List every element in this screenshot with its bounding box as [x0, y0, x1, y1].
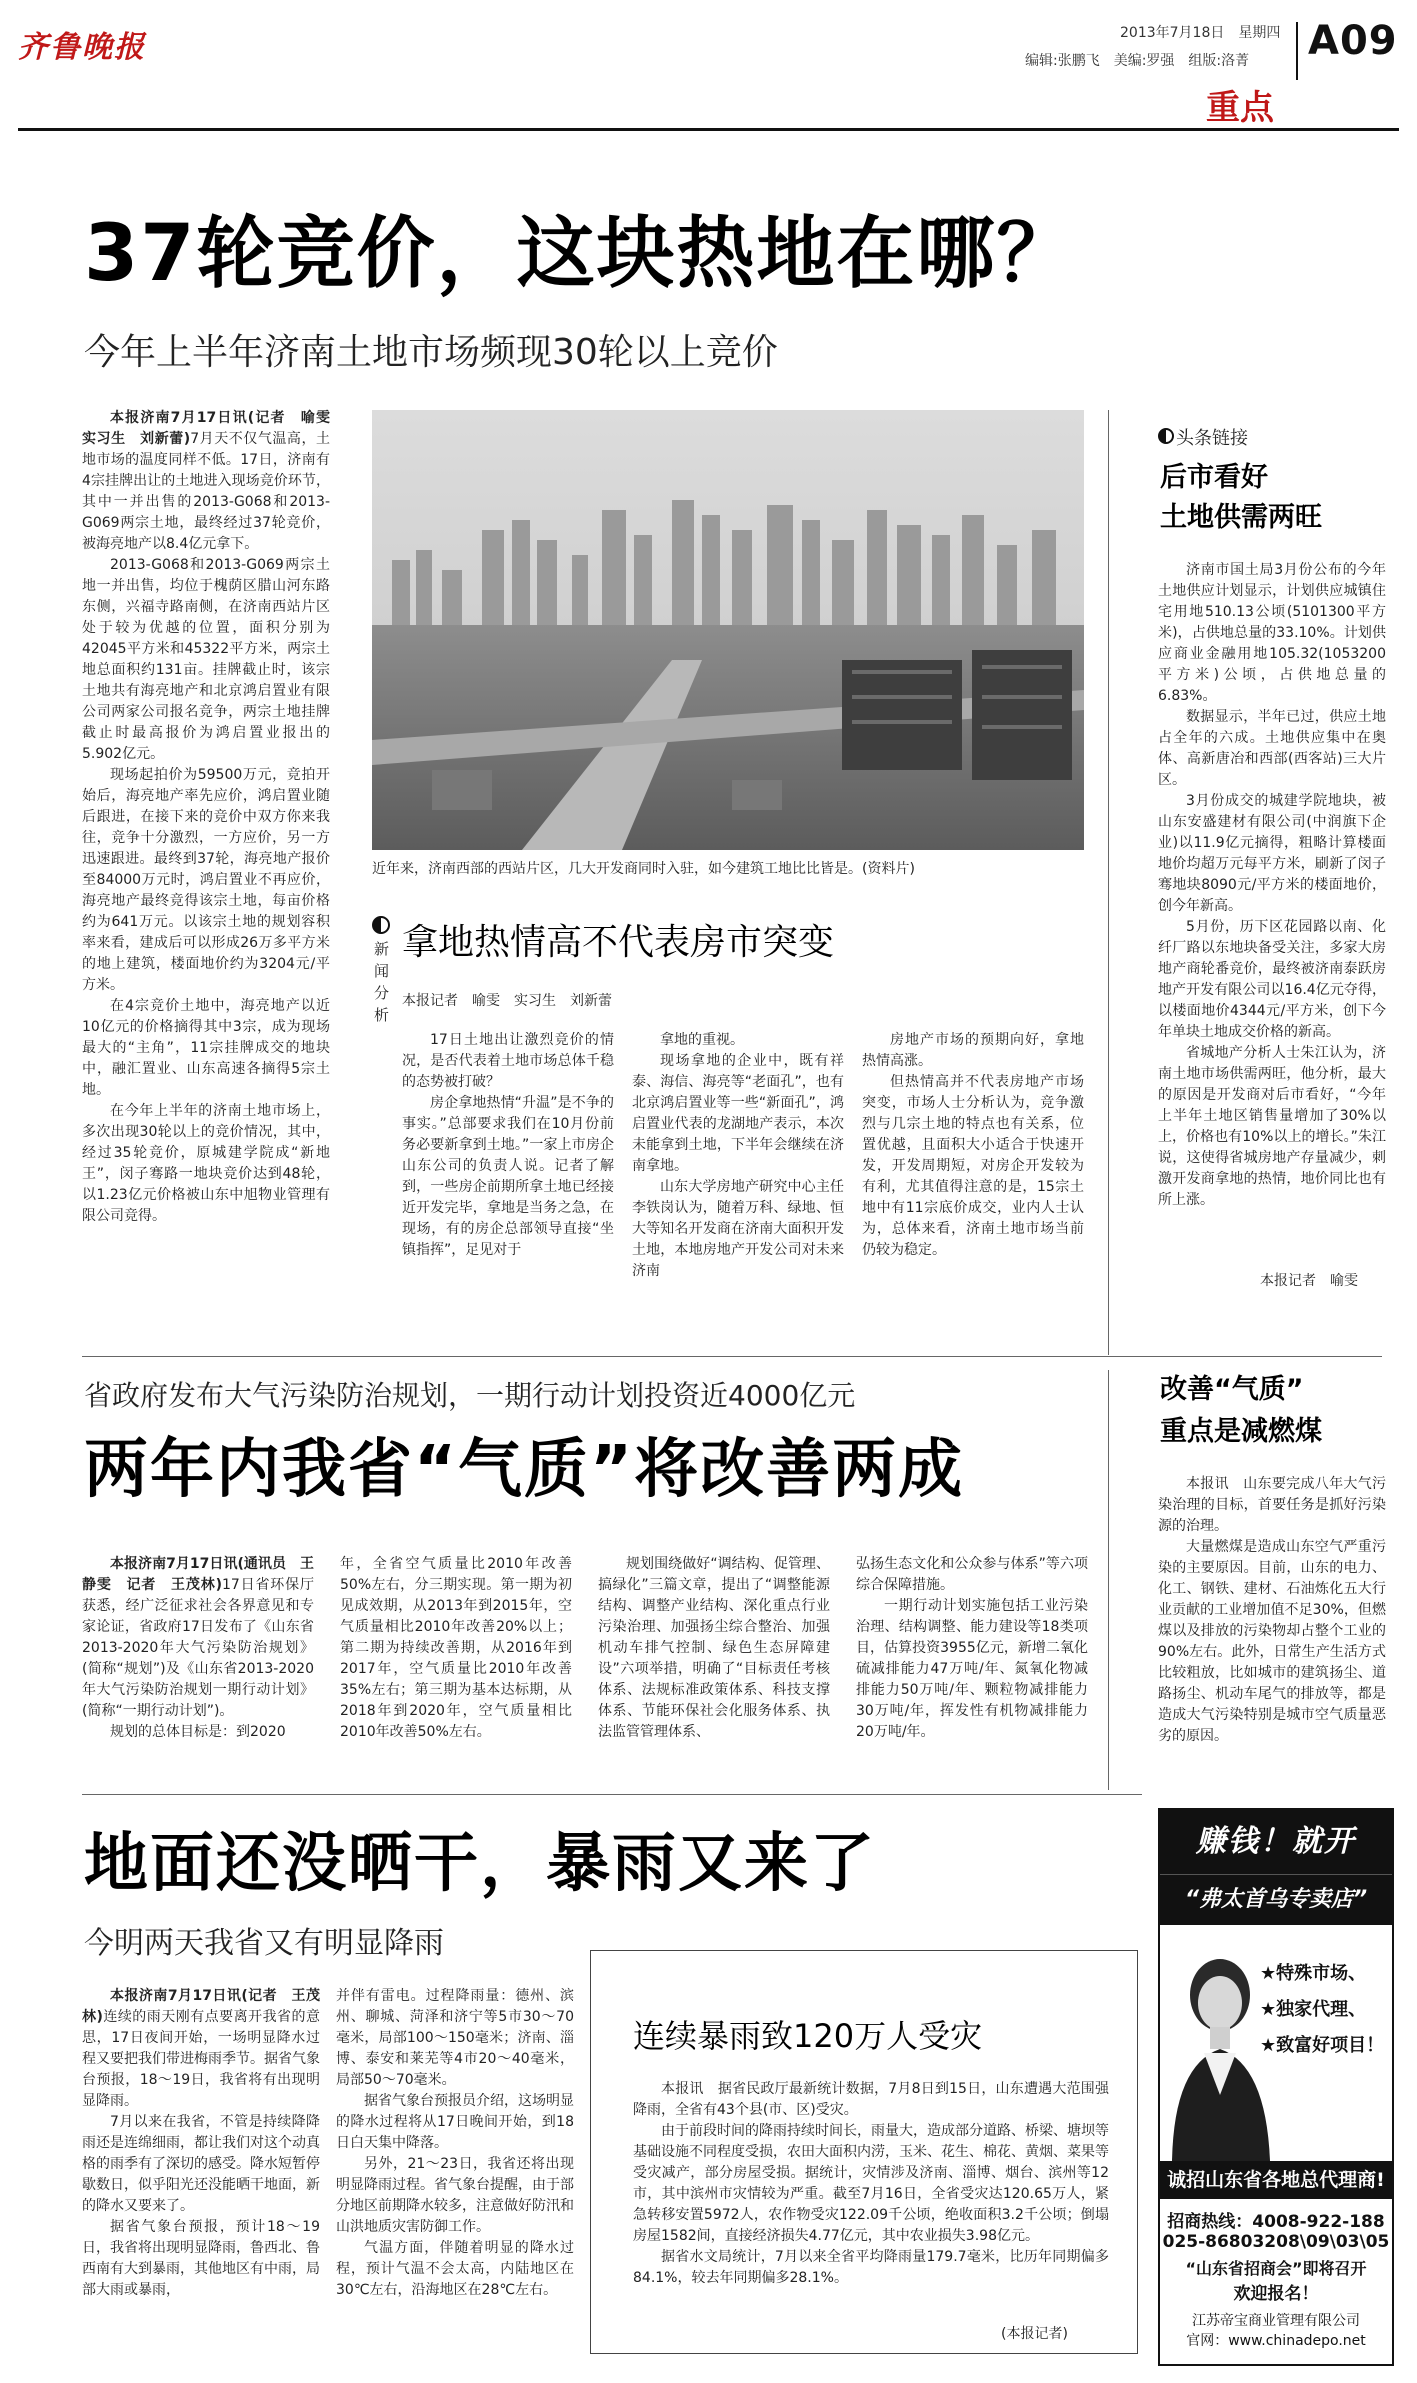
story2-paragraph: 一期行动计划实施包括工业污染治理、结构调整、能力建设等18类项目，估算投资3955亿元，新增二氧化硫减排能力47万吨/年、氮氧化物减排能力50万吨/年、颗粒物减排能力30万吨/年，挥发性有机物减排能力20万吨/年。	[856, 1598, 1088, 1740]
story3-paragraph: 另外，21～23日，我省还将出现明显降雨过程。省气象台提醒，由于部分地区前期降水较多，注意做好防汛和山洪地质灾害防御工作。	[336, 2156, 574, 2235]
flood-paragraph: 据省水文局统计，7月以来全省平均降雨量179.7毫米，比历年同期偏多84.1%，较去年同期偏多28.1%。	[633, 2249, 1109, 2286]
section-rule-1	[82, 1356, 1382, 1357]
story2-headline: 两年内我省“气质”将改善两成	[84, 1433, 965, 1507]
ad-hotline-1: 招商热线：4008-922-188	[1167, 2212, 1385, 2232]
masthead-logo: 齐鲁晚报	[18, 30, 146, 65]
analysis-paragraph: 但热情高并不代表房地产市场突变，市场人士分析认为，竞争激烈与几宗土地的特点也有关系，位置优越，且面积大小适合于快速开发，开发周期短，对房企开发较为有利，尤其值得注意的是，15宗土地中有11宗底价成交，业内人士认为，总体来看，济南土地市场当前仍较为稳定。	[862, 1074, 1084, 1258]
story3-col-1	[82, 1986, 320, 2336]
sidebar1-tag: 头条链接	[1176, 428, 1248, 449]
masthead-rule	[18, 128, 1399, 131]
sidebar2-paragraph: 本报讯 山东要完成八年大气污染治理的目标，首要任务是抓好污染源的治理。	[1158, 1476, 1386, 1534]
story1-lead: 7月天不仅气温高，土地市场的温度同样不低。17日，济南有4宗挂牌出让的土地进入现场竞价环节，其中一并出售的2013-G068和2013-G069两宗土地，最终经过37轮竞价，被海亮地产以8.4亿元拿下。	[82, 431, 330, 552]
analysis-paragraph: 山东大学房地产研究中心主任李铁岗认为，随着万科、绿地、恒大等知名开发商在济南大面积开发土地，本地房地产开发公司对未来济南	[632, 1179, 844, 1279]
story3-col-2	[336, 1986, 574, 2336]
flood-paragraph: 由于前段时间的降雨持续时间长，雨量大，造成部分道路、桥梁、塘坝等基础设施不同程度受损，农田大面积内涝，玉米、花生、棉花、黄烟、菜果等受灾减产，部分房屋受损。据统计，灾情涉及济南、淄博、烟台、滨州等12市，其中滨州市灾情较为严重。截至7月16日，全省受灾达120.65万人，紧急转移安置5972人，农作物受灾122.09千公顷，绝收面积3.2千公顷；倒塌房屋1582间，直接经济损失4.77亿元，其中农业损失3.98亿元。	[633, 2123, 1109, 2244]
analysis-col-1	[402, 1030, 614, 1330]
ad-bullet: ★致富好项目！	[1260, 2035, 1385, 2056]
ad-hotline-2: 025-86803208\09\03\05	[1162, 2232, 1390, 2252]
analysis-paragraph: 房地产市场的预期向好，拿地热情高涨。	[862, 1032, 1084, 1069]
flood-headline: 连续暴雨致120万人受灾	[633, 2017, 983, 2055]
story3-lead: 连续的雨天刚有点要离开我省的意思，17日夜间开始，一场明显降水过程又要把我们带进梅雨季节。据省气象台预报，18～19日，我省将有出现明显降雨。	[82, 2009, 320, 2109]
analysis-paragraph: 现场拿地的企业中，既有祥泰、海信、海亮等“老面孔”，也有北京鸿启置业等一些“新面孔”，鸿启置业代表的龙湖地产表示，本次未能拿到土地，下半年会继续在济南拿地。	[632, 1053, 844, 1174]
analysis-headline: 拿地热情高不代表房市突变	[402, 922, 835, 963]
ad-bullet: ★独家代理、	[1260, 1999, 1367, 2020]
story2-col-4	[856, 1554, 1088, 1784]
analysis-col-3	[862, 1030, 1084, 1330]
story1-photo-caption: 近年来，济南西部的西站片区，几大开发商同时入驻，如今建筑工地比比皆是。(资料片)	[372, 861, 915, 877]
flood-paragraph: 本报讯 据省民政厅最新统计数据，7月8日到15日，山东遭遇大范围强降雨，全省有43个县(市、区)受灾。	[633, 2081, 1109, 2118]
sidebar1-divider	[1108, 410, 1109, 1355]
story1-paragraph: 在4宗竞价土地中，海亮地产以近10亿元的价格摘得其中3宗，成为现场最大的“主角”，11宗挂牌成交的地块中，融汇置业、山东高速各摘得5宗土地。	[82, 998, 330, 1098]
story2-col-1	[82, 1554, 314, 1784]
analysis-paragraph: 17日土地出让激烈竞价的情况，是否代表着土地市场总体千稳的态势被打破？	[402, 1032, 614, 1090]
sidebar2-body	[1158, 1474, 1386, 1794]
analysis-paragraph: 拿地的重视。	[660, 1032, 744, 1048]
page-number: A09	[1308, 18, 1398, 64]
section-rule-2	[82, 1794, 1142, 1795]
analysis-paragraph: 房企拿地热情“升温”是不争的事实。”总部要求我们在10月份前务必要新拿到土地。”一家上市房企山东公司的负责人说。记者了解到，一些房企前期所拿土地已经接近开发完毕，拿地是当务之急，在现场，有的房企总部领导直接“坐镇指挥”，足见对于	[402, 1095, 614, 1258]
story2-col-2	[340, 1554, 572, 1784]
sidebar1-paragraph: 3月份成交的城建学院地块，被山东安盛建材有限公司(中润旗下企业)以11.9亿元摘得，粗略计算楼面地价均超万元每平方米，刷新了闵子骞地块8090元/平方米的楼面地价，创今年新高。	[1158, 793, 1386, 914]
story3-paragraph: 气温方面，伴随着明显的降水过程，预计气温不会太高，内陆地区在30℃左右，沿海地区在28℃左右。	[336, 2240, 574, 2298]
analysis-col-2	[632, 1030, 844, 1330]
ad-title: 赚钱！就开	[1160, 1810, 1392, 1874]
ad-website-link[interactable]: 官网：www.chinadepo.net	[1186, 2333, 1366, 2349]
story1-body	[82, 408, 344, 1368]
story1-lead-credit: 本报济南7月17日讯(记者 喻雯 实习生 刘新蕾)	[82, 410, 344, 447]
story2-col-3	[598, 1554, 830, 1784]
story2-paragraph: 弘扬生态文化和公众参与体系”等六项综合保障措施。	[856, 1556, 1088, 1593]
flood-box	[590, 1950, 1138, 2354]
story2-paragraph: 规划围绕做好“调结构、促管理、搞绿化”三篇文章，提出了“调整能源结构、调整产业结构、深化重点行业污染治理、加强扬尘综合整治、加强机动车排气控制、绿色生态屏障建设”六项举措，明确了“目标责任考核体系、法规标准政策体系、科技支撑体系、节能环保社会化服务体系、执法监管管理体系、	[598, 1556, 830, 1740]
sidebar1-paragraph: 5月份，历下区花园路以南、化纤厂路以东地块备受关注，多家大房地产商轮番竞价，最终被济南泰跃房地产开发有限公司以16.4亿元夺得，以楼面地价4344元/平方米，创下今年单块土地成交价格的新高。	[1158, 919, 1386, 1040]
ad-welcome: 欢迎报名！	[1233, 2284, 1319, 2304]
date-line: 2013年7月18日 星期四	[1120, 25, 1281, 41]
story2-paragraph: 规划的总体目标是：到2020	[110, 1724, 286, 1740]
flood-sign: (本报记者)	[1001, 2326, 1068, 2342]
sidebar2-headline-2: 重点是减燃煤	[1160, 1416, 1322, 1447]
sidebar2-paragraph: 大量燃煤是造成山东空气严重污染的主要原因。目前，山东的电力、化工、钢铁、建材、石油炼化五大行业贡献的工业增加值不足30%，但燃煤以及排放的污染物却占整个工业的90%左右。此外，日常生产生活方式比较粗放，比如城市的建筑扬尘、道路扬尘、机动车尾气的排放等，都是造成大气污染特别是城市空气质量恶劣的原因。	[1158, 1539, 1386, 1744]
ad-store-name: “弗太首乌专卖店”	[1160, 1874, 1392, 1925]
story3-paragraph: 据省气象台预报，预计18～19日，我省将出现明显降雨，鲁西北、鲁西南有大到暴雨，其他地区有中雨，局部大雨或暴雨，	[82, 2219, 320, 2298]
sidebar1-paragraph: 数据显示，半年已过，供应土地占全年的六成。土地供应集中在奥体、高新唐冶和西部(西客站)三大片区。	[1158, 709, 1386, 788]
story1-photo	[372, 410, 1084, 850]
editor-line: 编辑:张鹏飞 美编:罗强 组版:洛菁	[1025, 53, 1250, 69]
sidebar2-divider	[1108, 1370, 1109, 1790]
analysis-marker-icon	[372, 916, 390, 934]
story3-headline: 地面还没晒干，暴雨又来了	[84, 1827, 876, 1901]
flood-body	[633, 2079, 1109, 2315]
ad-box[interactable]	[1158, 1808, 1394, 2366]
story2-kicker: 省政府发布大气污染防治规划，一期行动计划投资近4000亿元	[84, 1379, 856, 1412]
story1-headline: 37轮竞价，这块热地在哪？	[84, 209, 1077, 299]
story3-lead-credit: 本报济南7月17日讯(记者 王茂林)	[82, 1988, 320, 2025]
story1-paragraph: 在今年上半年的济南土地市场上，多次出现30轮以上的竞价情况，其中，经过35轮竞价，原城建学院成“新地王”，闵子骞路一地块竞价达到48轮，以1.23亿元价格被山东中旭物业管理有限公司竞得。	[82, 1103, 330, 1224]
story1-paragraph: 现场起拍价为59500万元，竞拍开始后，海亮地产率先应价，鸿启置业随后跟进，在接下来的竞价中双方你来我往，竞争十分激烈，一方应价，另一方迅速跟进。最终到37轮，海亮地产报价至84000万元时，鸿启置业不再应价，海亮地产最终竞得该宗土地，每亩价格约为641万元。以该宗土地的规划容积率来看，建成后可以形成26万多平方米的地上建筑，楼面地价约为3204元/平方米。	[82, 767, 330, 993]
sidebar1-headline-2: 土地供需两旺	[1160, 502, 1322, 533]
ad-visual	[1160, 1925, 1392, 2161]
story2-lead-credit: 本报济南7月17日讯(通讯员 王静雯 记者 王茂林)	[82, 1556, 314, 1593]
story2-paragraph: 年，全省空气质量比2010年改善50%左右，分三期实现。第一期为初见成效期，从2013年到2015年，空气质量相比2010年改善20%以上；第二期为持续改善期，从2016年到2017年，空气质量比2010年改善35%左右；第三期为基本达标期，从2018年到2020年，空气质量相比2010年改善50%左右。	[340, 1556, 572, 1740]
sidebar2-headline-1: 改善“气质”	[1160, 1374, 1304, 1405]
sidebar1-headline-1: 后市看好	[1160, 462, 1268, 493]
story3-subhead: 今明两天我省又有明显降雨	[84, 1926, 444, 1961]
ad-model-image	[1164, 1925, 1274, 2161]
analysis-label: 新闻分析	[374, 940, 390, 1024]
sidebar1-paragraph: 济南市国土局3月份公布的今年土地供应计划显示，计划供应城镇住宅用地510.13公顷(5101300平方米)，占供地总量的33.10%。计划供应商业金融用地105.32(1053200平方米)公顷，占供地总量的6.83%。	[1158, 562, 1386, 704]
ad-event: “山东省招商会”即将召开	[1185, 2259, 1367, 2278]
ad-banner: 诚招山东省各地总代理商!	[1160, 2161, 1392, 2199]
sidebar1-tag-icon	[1158, 428, 1174, 444]
story3-paragraph: 并伴有雷电。过程降雨量：德州、滨州、聊城、菏泽和济宁等5市30～70毫米，局部100～150毫米；济南、淄博、泰安和莱芜等4市20～40毫米，局部50～70毫米。	[336, 1988, 574, 2088]
sidebar1-paragraph: 省城地产分析人士朱江认为，济南土地市场供需两旺，他分析，最大的原因是开发商对后市看好，“今年上半年土地区销售量增加了30%以上，价格也有10%以上的增长。”朱江说，这使得省城房地产存量减少，刺激开发商拿地的热情，地价同比也有所上涨。	[1158, 1045, 1386, 1208]
analysis-byline: 本报记者 喻雯 实习生 刘新蕾	[402, 993, 612, 1009]
story3-paragraph: 据省气象台预报员介绍，这场明显的降水过程将从17日晚间开始，到18日白天集中降落。	[336, 2093, 574, 2151]
story2-lead: 17日省环保厅获悉，经广泛征求社会各界意见和专家论证，省政府17日发布了《山东省2013-2020年大气污染防治规划》(简称“规划”)及《山东省2013-2020年大气污染防治规划一期行动计划》(简称“一期行动计划”)。	[82, 1577, 314, 1719]
story3-paragraph: 7月以来在我省，不管是持续降降雨还是连绵细雨，都让我们对这个动真格的雨季有了深切的感受。降水短暂停歇数日，似乎阳光还没能晒干地面，新的降水又要来了。	[82, 2114, 320, 2214]
section-label: 重点	[1206, 88, 1274, 128]
sidebar1-body	[1158, 560, 1386, 1260]
story1-subhead: 今年上半年济南土地市场频现30轮以上竞价	[84, 332, 778, 373]
header-divider	[1296, 22, 1298, 80]
story1-paragraph: 2013-G068和2013-G069两宗土地一并出售，均位于槐荫区腊山河东路东侧，兴福寺路南侧，在济南西站片区处于较为优越的位置，面积分别为42045平方米和45322平方米，两宗土地总面积约131亩。挂牌截止时，该宗土地共有海亮地产和北京鸿启置业有限公司两家公司报名竞争，两宗土地挂牌截止时最高报价为鸿启置业报出的5.902亿元。	[82, 557, 330, 762]
ad-company: 江苏帝宝商业管理有限公司	[1192, 2313, 1360, 2329]
ad-bullet: ★特殊市场、	[1260, 1963, 1367, 1984]
sidebar1-sign: 本报记者 喻雯	[1260, 1273, 1358, 1289]
